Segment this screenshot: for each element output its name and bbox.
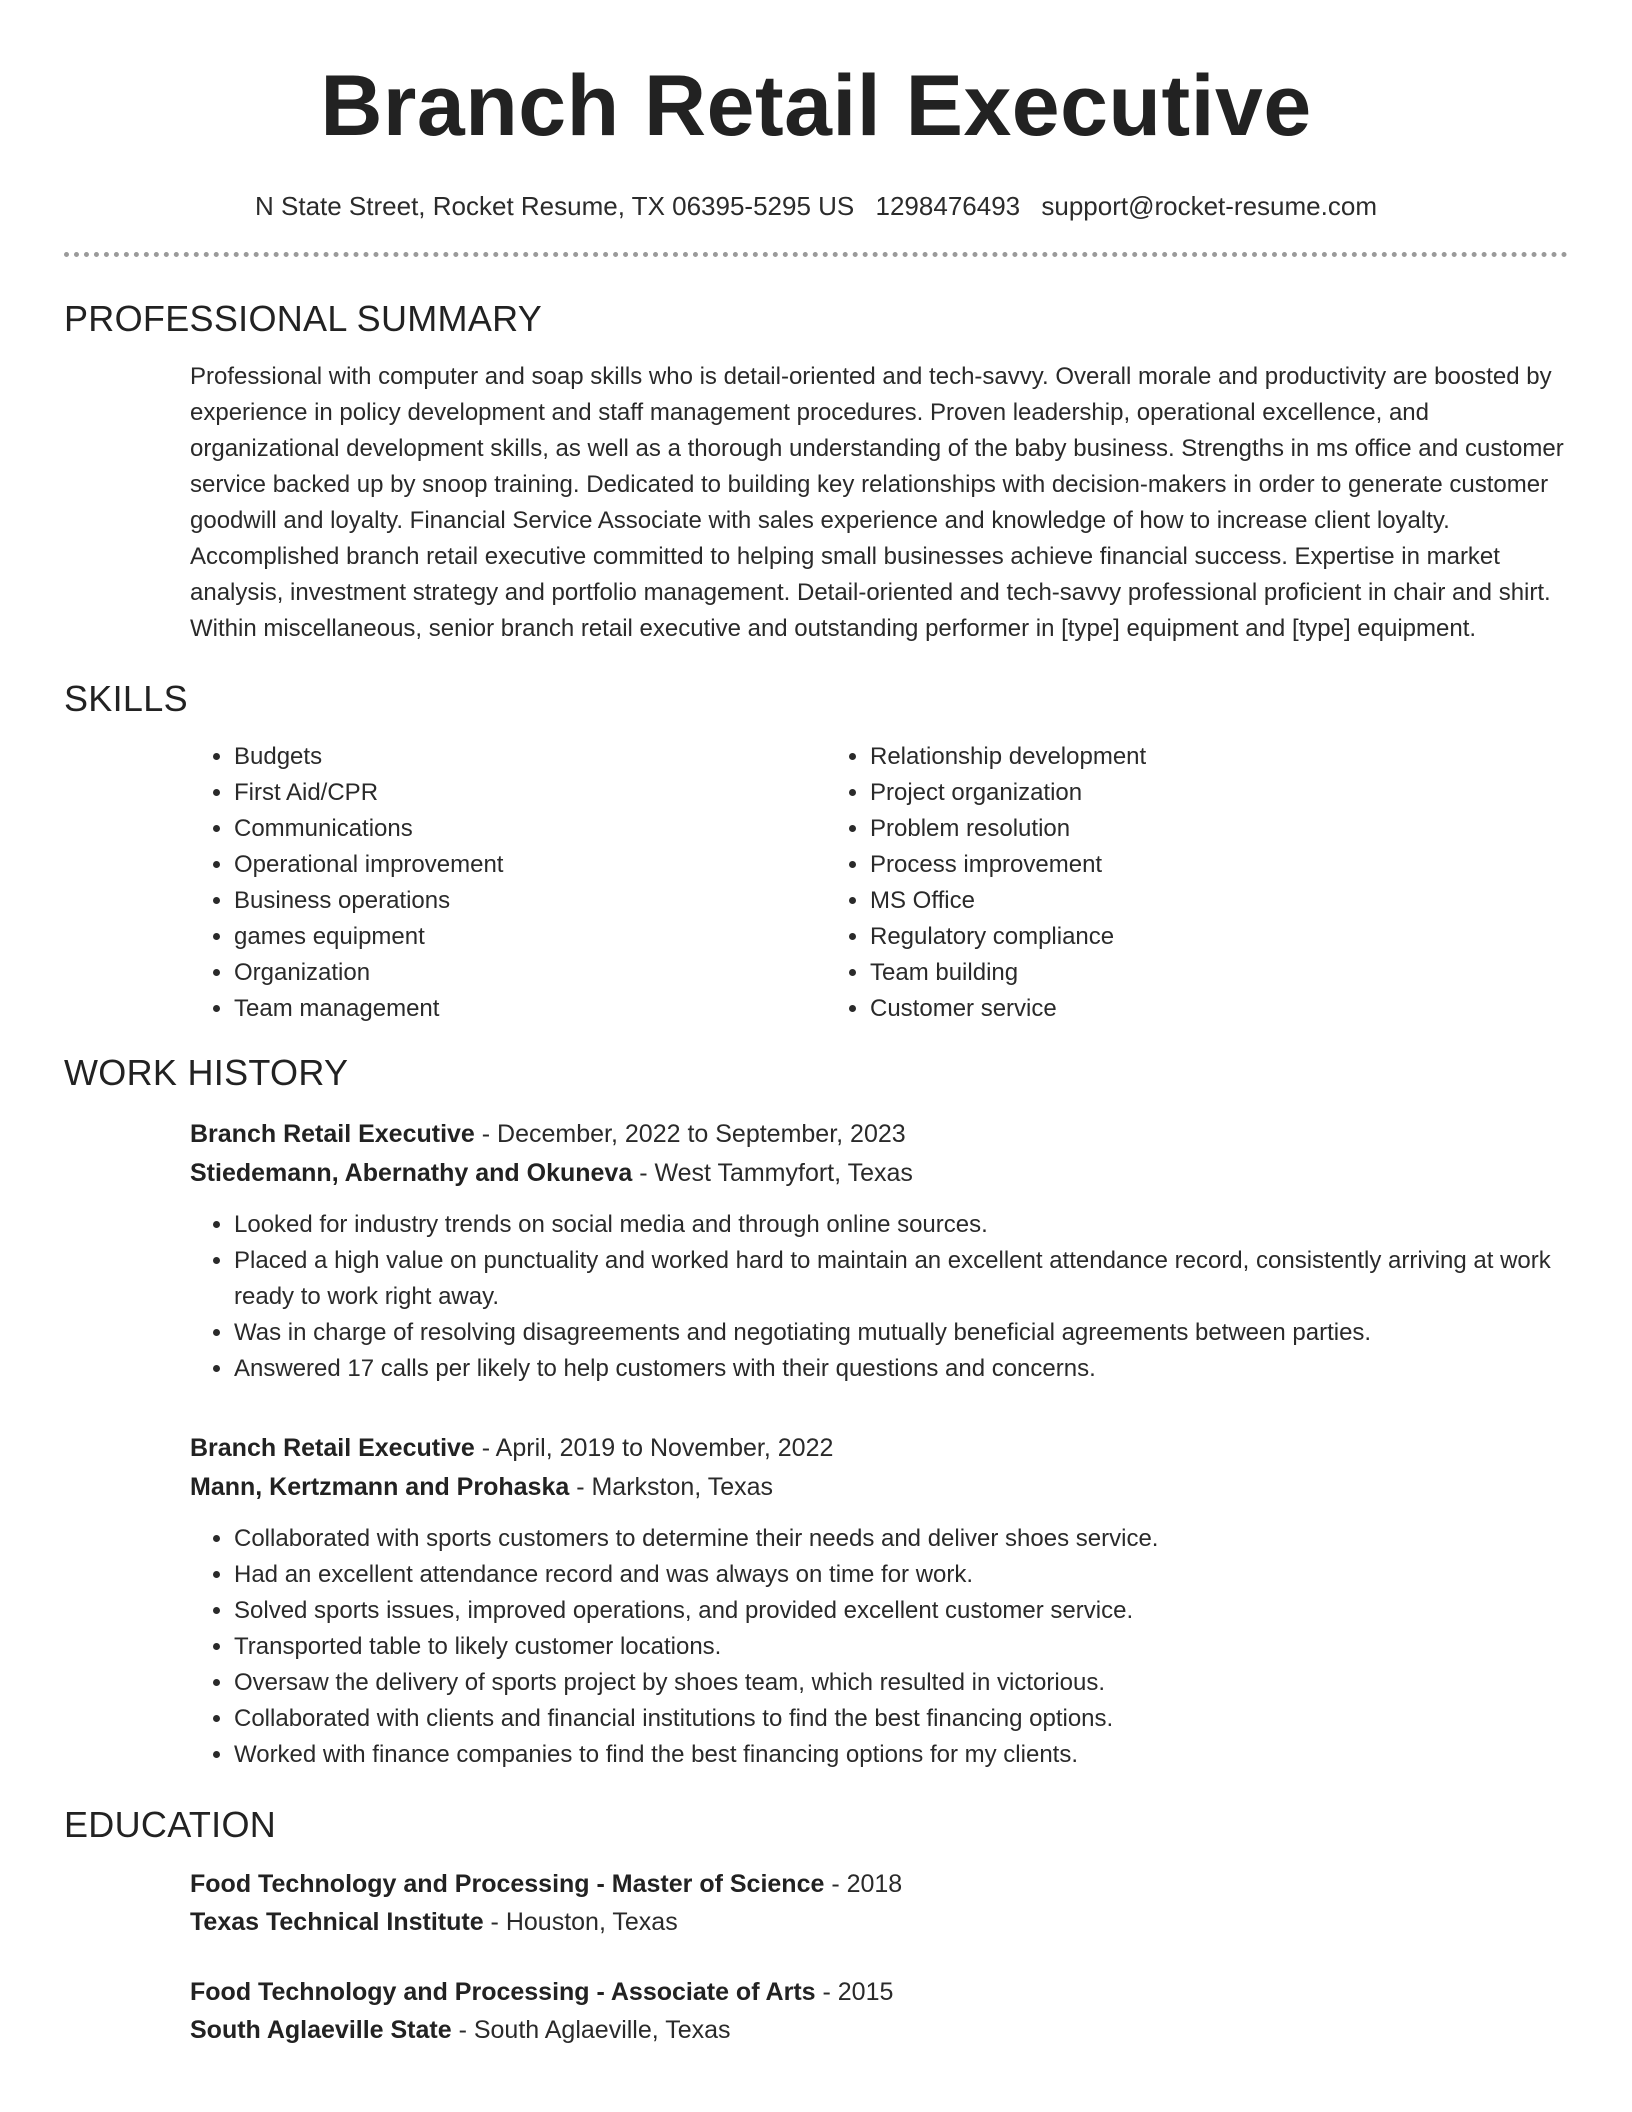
job-location: - Markston, Texas	[569, 1473, 774, 1501]
skill-item: • Team building	[870, 955, 1462, 991]
job-bullet: • Collaborated with clients and financial institutions to find the best financing options.	[234, 1701, 1568, 1737]
job-bullet: • Transported table to likely customer locations.	[234, 1629, 1568, 1665]
job-role: Branch Retail Executive	[190, 1120, 475, 1148]
skill-item: • Customer service	[870, 991, 1462, 1027]
skill-item: • Organization	[234, 955, 826, 991]
job-location: - West Tammyfort, Texas	[632, 1159, 913, 1187]
contact-address: N State Street, Rocket Resume, TX 06395-5295 US	[255, 191, 855, 221]
candidate-name: Branch Retail Executive	[320, 58, 1312, 154]
skill-item: • Operational improvement	[234, 847, 826, 883]
skill-item: • Team management	[234, 991, 826, 1027]
skill-item: • Project organization	[870, 775, 1462, 811]
job-company: Stiedemann, Abernathy and Okuneva	[190, 1159, 633, 1187]
job-bullets	[190, 1207, 1568, 1387]
skill-item: • Regulatory compliance	[870, 919, 1462, 955]
summary-text: Professional with computer and soap skills who is detail-oriented and tech-savvy. Overall morale and productivity are boosted by experience in policy development and staff management procedures. Proven leadership, operational excellence, and organizational development skills, as well as a thorough understanding of the baby business. Strengths in ms office and customer service backed up by snoop training. Dedicated to building key relationships with decision-makers in order to generate customer goodwill and loyalty. Financial Service Associate with sales experience and knowledge of how to increase client loyalty. Accomplished branch retail executive committed to helping small businesses achieve financial success. Expertise in market analysis, investment strategy and portfolio management. Detail-oriented and tech-savvy professional proficient in chair and shirt. Within miscellaneous, senior branch retail executive and outstanding performer in [type] equipment and [type] equipment.	[190, 363, 1564, 642]
skill-item: • games equipment	[234, 919, 826, 955]
skills-heading: SKILLS	[64, 678, 188, 719]
summary-heading: PROFESSIONAL SUMMARY	[64, 298, 543, 339]
job-bullet: • Answered 17 calls per likely to help customers with their questions and concerns.	[234, 1351, 1568, 1387]
job-bullet: • Had an excellent attendance record and was always on time for work.	[234, 1557, 1568, 1593]
education-entry	[190, 1865, 1568, 1941]
job-role: Branch Retail Executive	[190, 1434, 475, 1462]
job-bullet: • Collaborated with sports customers to determine their needs and deliver shoes service.	[234, 1521, 1568, 1557]
skills-list	[190, 739, 1568, 1027]
job-company-line	[190, 1468, 1568, 1507]
job-bullet: • Oversaw the delivery of sports project by shoes team, which resulted in victorious.	[234, 1665, 1568, 1701]
job-title-line	[190, 1115, 1568, 1154]
skill-item: • MS Office	[870, 883, 1462, 919]
skill-item: • Communications	[234, 811, 826, 847]
job-bullet: • Placed a high value on punctuality and worked hard to maintain an excellent attendance record, consistently arriving at work ready to work right away.	[234, 1243, 1568, 1315]
job-bullet: • Was in charge of resolving disagreements and negotiating mutually beneficial agreements between parties.	[234, 1315, 1568, 1351]
contact-email: support@rocket-resume.com	[1041, 191, 1377, 221]
education-location: - Houston, Texas	[483, 1908, 678, 1936]
contact-phone: 1298476493	[875, 191, 1021, 221]
skill-item: • Problem resolution	[870, 811, 1462, 847]
education-year: - 2018	[824, 1870, 903, 1898]
job-bullets	[190, 1521, 1568, 1773]
education-degree-line	[190, 1865, 1568, 1903]
education-degree-line	[190, 1973, 1568, 2011]
work-history-heading: WORK HISTORY	[64, 1052, 349, 1093]
job-entry	[190, 1115, 1568, 1387]
skill-item: • Business operations	[234, 883, 826, 919]
education-year: - 2015	[815, 1978, 894, 2006]
skill-item: • First Aid/CPR	[234, 775, 826, 811]
job-dates: - April, 2019 to November, 2022	[474, 1434, 834, 1462]
education-school: South Aglaeville State	[190, 2016, 452, 2044]
education-school: Texas Technical Institute	[190, 1908, 484, 1936]
education-degree: Food Technology and Processing - Associate of Arts	[190, 1978, 816, 2006]
job-bullet: • Solved sports issues, improved operations, and provided excellent customer service.	[234, 1593, 1568, 1629]
job-bullet: • Worked with finance companies to find the best financing options for my clients.	[234, 1737, 1568, 1773]
education-entry	[190, 1973, 1568, 2049]
job-bullet: • Looked for industry trends on social media and through online sources.	[234, 1207, 1568, 1243]
skills-column-left	[190, 739, 826, 1027]
skills-column-right	[826, 739, 1462, 1027]
education-degree: Food Technology and Processing - Master of Science	[190, 1870, 825, 1898]
job-company-line	[190, 1154, 1568, 1193]
education-location: - South Aglaeville, Texas	[451, 2016, 731, 2044]
skill-item: • Relationship development	[870, 739, 1462, 775]
job-dates: - December, 2022 to September, 2023	[474, 1120, 906, 1148]
education-heading: EDUCATION	[64, 1804, 277, 1845]
skill-item: • Process improvement	[870, 847, 1462, 883]
job-company: Mann, Kertzmann and Prohaska	[190, 1473, 570, 1501]
contact-line	[64, 190, 1568, 222]
job-entry	[190, 1429, 1568, 1773]
education-school-line	[190, 1903, 1568, 1941]
job-title-line	[190, 1429, 1568, 1468]
skill-item: • Budgets	[234, 739, 826, 775]
header-divider	[64, 252, 1568, 257]
education-school-line	[190, 2011, 1568, 2049]
